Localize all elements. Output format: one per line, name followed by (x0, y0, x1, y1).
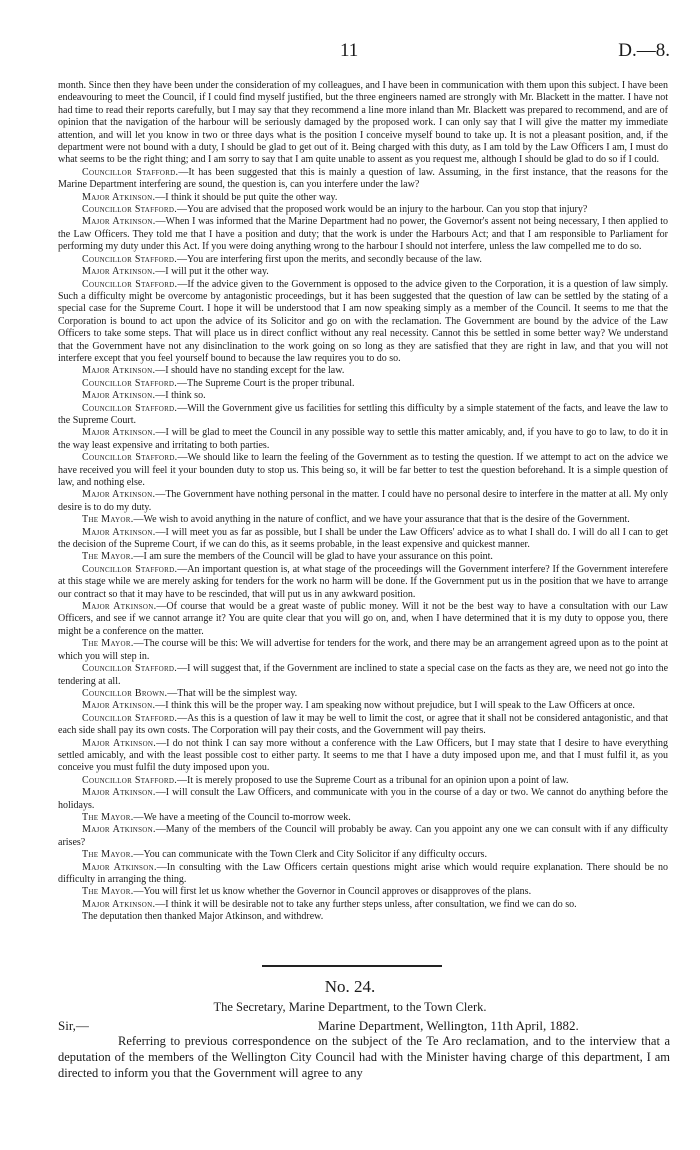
paragraph-text: month. Since then they have been under the consideration of my colleagues, and I have been in communication with them upon this subject. I have been endeavouring to meet the Council, if I could find myself justified, but the three engineers named are strongly with Mr. Blackett in the matter. I have not had time to read their reports carefully, but I may say that they recommend a line more inland than Mr. Blackett was prepared to recommend, and are of opinion that the navigation of the harbour will be seriously damaged by the proposed work. I can only say that I will give the matter my immediate attention, and will let you know in two or three days what is the position I conceive myself bound to take up. It is not a pleasant position, and, if the department were not bound with a duty, I should be glad to get out of it. Being charged with this duty, as I am told by the Law Officers I am, I must do what seems to be the right thing; and I am sorry to say that I am quite unable to assent as you request me, although I should be glad to do so if I could. (58, 80, 668, 166)
speaker-name: Major Atkinson. (82, 824, 156, 836)
paragraph (58, 192, 668, 204)
paragraph (58, 378, 668, 390)
speaker-name: Major Atkinson. (82, 898, 156, 910)
paragraph-text: —You can communicate with the Town Clerk and City Solicitor if any difficulty occurs. (133, 849, 487, 861)
paragraph (58, 849, 668, 861)
speaker-name: Councillor Stafford. (82, 204, 178, 216)
paragraph (58, 514, 668, 526)
paragraph-text: —An important question is, at what stage of the proceedings will the Government interfere? If the Government interefere at this stage while we are merely asking for tenders for the work no harm will be done. If the Government put us in the position that we have to arrange our contract so that it may have to be rescinded, that will put us in any awkward position. (58, 563, 668, 600)
paragraph-text: —When I was informed that the Marine Department had no power, the Governor's assent not being necessary, I then applied to the Law Officers. They told me that I have a position and duty; that the work is under the Harbours Act; and that I am responsible to Parliament for performing my duty under this Act. If you were doing anything wrong to the harbour I should not interfere, unless the law compelled me to do so. (58, 216, 668, 253)
paragraph (58, 564, 668, 601)
dateline: Marine Department, Wellington, 11th April, 1882. (318, 1018, 579, 1033)
speaker-name: Major Atkinson. (82, 601, 157, 613)
paragraph (58, 638, 668, 663)
paragraph-text: —The Supreme Court is the proper tribunal. (177, 377, 355, 389)
speaker-name: Councillor Stafford. (82, 663, 178, 675)
speaker-name: Major Atkinson. (82, 787, 156, 799)
section-number: No. 24. (324, 977, 376, 996)
speaker-name: The Mayor. (82, 886, 134, 898)
paragraph-text: —We have a meeting of the Council to-morrow week. (133, 811, 351, 823)
proceedings-text (58, 80, 668, 924)
paragraph-text: —I will put it the other way. (155, 266, 269, 278)
paragraph-text: —I think so. (155, 390, 206, 402)
paragraph (58, 911, 668, 923)
speaker-name: Major Atkinson. (82, 489, 156, 501)
paragraph (58, 427, 668, 452)
letter-paragraph: Referring to previous correspondence on the subject of the Te Aro reclamation, and to the interview that a deputation of the members of the Wellington City Council had with the Minister having charge of this department, I am directed to inform you that the Government will agree to any (58, 1034, 670, 1080)
paragraph-text: —Of course that would be a great waste of public money. Will it not be the best way to have a consultation with our Law Officers, and see if we cannot arrange it? You are quite clear that you will go on, and, when I have determined that it is my duty to oppose you, there might be a conference on the matter. (58, 601, 668, 637)
speaker-name: The Mayor. (82, 849, 134, 861)
paragraph (58, 216, 668, 253)
paragraph (58, 279, 668, 366)
paragraph (58, 663, 668, 688)
speaker-name: The Mayor. (82, 551, 134, 563)
speaker-name: Major Atkinson. (82, 427, 156, 439)
speaker-name: Major Atkinson. (82, 737, 157, 749)
speaker-name: Councillor Stafford. (82, 563, 178, 575)
paragraph (58, 452, 668, 489)
paragraph (58, 551, 668, 563)
paragraph-text: —It is merely proposed to use the Supreme Court as a tribunal for an opinion upon a point of law. (177, 774, 569, 786)
paragraph-text: —You will first let us know whether the Governor in Council approves or disapproves of the plans. (133, 886, 532, 898)
speaker-name: Councillor Stafford. (82, 377, 178, 389)
paragraph (58, 489, 668, 514)
document-reference: D.—8. (618, 40, 670, 61)
speaker-name: Councillor Stafford. (82, 253, 178, 265)
paragraph-text: —That will be the simplest way. (167, 687, 298, 699)
speaker-name: Councillor Stafford. (82, 774, 178, 786)
paragraph (58, 266, 668, 278)
speaker-name: Major Atkinson. (82, 526, 156, 538)
paragraph (58, 204, 668, 216)
speaker-name: Major Atkinson. (82, 216, 156, 228)
paragraph-text: —In consulting with the Law Officers certain questions might arise which would require explanation. There should be no difficulty in arranging the thing. (58, 861, 668, 885)
paragraph-text: —Many of the members of the Council will probably be away. Can you appoint any one we can consult with if any difficulty arises? (58, 824, 668, 848)
paragraph (58, 403, 668, 428)
speaker-name: Major Atkinson. (82, 390, 156, 402)
speaker-name: The Mayor. (82, 514, 134, 526)
paragraph (58, 862, 668, 887)
paragraph-text: —I will suggest that, if the Government are inclined to state a special case on the facts as they are, we need not go into the tendering at all. (58, 663, 669, 687)
paragraph-text: —I do not think I can say more without a conference with the Law Officers, but I may state that I desire to have everything settled amicably, and with the least possible cost to either party. It seems to me that I have a duty imposed upon me, and that I must fulfil it, as you conceive you must fulfil the duty imposed upon you. (58, 737, 668, 774)
paragraph (58, 812, 668, 824)
paragraph-text: —If the advice given to the Government is opposed to the advice given to the Corporation, it is a question of law simply. Such a difficulty might be overcome by antagonistic proceedings, but it has been suggested that the question of law can be settled by the stating of a special case for the Supreme Court. I hope it will be understood that I am now speaking simply as a member of the Council. It seems to me that the Corporation is bound to act upon the advice of its Solicitor and go on with the reclamation. The Government are bound by the advice of the Law Officers to take some steps. That will place us in direct conflict without any real necessity. Cannot this be settled in some better way? We understand that the Government have not any disinclination to the work going on so long as they are satisfied that they are right in law, and that you will not interfere except that you feel yourself bound to because the law requires you to do so. (58, 278, 668, 364)
speaker-name: Major Atkinson. (82, 700, 156, 712)
speaker-name: Councillor Brown. (82, 687, 168, 699)
paragraph-text: —I will meet you as far as possible, but I shall be under the Law Officers' advice as to what I shall do. I will do all I can to get the decision of the Supreme Court, if we can do this, as it seems probable, in the least expensive and quickest manner. (58, 526, 668, 551)
paragraph (58, 390, 668, 402)
paragraph-text: —As this is a question of law it may be well to limit the cost, or agree that it shall not be considered antagonistic, and that each side shall pay its own costs. The Corporation will pay their costs, and the Government will pay theirs. (58, 712, 669, 737)
paragraph-text: —You are advised that the proposed work would be an injury to the harbour. Can you stop that injury? (177, 204, 588, 216)
paragraph-text: The deputation then thanked Major Atkinson, and withdrew. (82, 911, 324, 923)
paragraph-text: —The course will be this: We will advertise for tenders for the work, and there may be an arrangement agreed upon as to the point at which you will step in. (58, 638, 668, 662)
speaker-name: Major Atkinson. (82, 266, 156, 278)
paragraph-text: —I will consult the Law Officers, and communicate with you in the course of a day or two. We cannot do anything before the holidays. (58, 787, 668, 811)
paragraph (58, 527, 668, 552)
paragraph-text: —Will the Government give us facilities for settling this difficulty by a simple statement of the facts, and leave the law to the Supreme Court. (58, 402, 668, 426)
letter-headline: The Secretary, Marine Department, to the Town Clerk. (213, 1000, 487, 1014)
paragraph (58, 167, 668, 192)
speaker-name: Councillor Stafford. (82, 452, 178, 464)
page-number: 11 (340, 40, 359, 61)
paragraph (58, 688, 668, 700)
paragraph (58, 80, 668, 167)
paragraph-text: —The Government have nothing personal in the matter. I could have no personal desire to interfere in the matter at all. My only desire is to do my duty. (58, 489, 668, 513)
speaker-name: Councillor Stafford. (82, 166, 179, 178)
salutation: Sir,— (58, 1018, 89, 1033)
paragraph (58, 738, 668, 775)
paragraph-text: —I think it will be desirable not to take any further steps unless, after consultation, we find we can do so. (155, 898, 577, 910)
paragraph (58, 365, 668, 377)
paragraph (58, 254, 668, 266)
paragraph-text: —I think it should be put quite the other way. (155, 191, 338, 203)
speaker-name: Major Atkinson. (82, 861, 157, 873)
paragraph (58, 713, 668, 738)
paragraph (58, 775, 668, 787)
speaker-name: Major Atkinson. (82, 191, 156, 203)
letter-body (58, 1033, 670, 1081)
paragraph-text: —It has been suggested that this is mainly a question of law. Assuming, in the first instance, that the reasons for the Marine Department interfering are sound, the question is, can you interfere under the law? (58, 166, 668, 191)
paragraph-text: —I am sure the members of the Council will be glad to have your assurance on this point. (133, 551, 493, 563)
speaker-name: The Mayor. (82, 638, 134, 650)
speaker-name: Major Atkinson. (82, 365, 156, 377)
paragraph-text: —I think this will be the proper way. I am speaking now without prejudice, but I will speak to the Law Officers at once. (155, 700, 635, 712)
paragraph (58, 700, 668, 712)
paragraph-text: —We should like to learn the feeling of the Government as to testing the question. If we attempt to act on the advice we have received you will feel it your bounden duty to stop us. This being so, it will be far better to test the question beforehand. It is a simple question of law, and nothing else. (58, 452, 668, 488)
paragraph (58, 886, 668, 898)
speaker-name: Councillor Stafford. (82, 278, 178, 290)
paragraph (58, 601, 668, 638)
paragraph-text: —You are interfering first upon the merits, and secondly because of the law. (177, 253, 482, 265)
paragraph-text: —I should have no standing except for the law. (155, 365, 345, 377)
paragraph-text: —We wish to avoid anything in the nature of conflict, and we have your assurance that that is the desire of the Government. (133, 514, 630, 526)
paragraph (58, 787, 668, 812)
paragraph (58, 899, 668, 911)
speaker-name: Councillor Stafford. (82, 402, 178, 414)
speaker-name: The Mayor. (82, 811, 134, 823)
paragraph-text: —I will be glad to meet the Council in any possible way to settle this matter amicably, and, if you have to go to law, to do it in the way least expensive and irritating to both parties. (58, 427, 669, 451)
section-divider (262, 965, 442, 967)
paragraph (58, 824, 668, 849)
speaker-name: Councillor Stafford. (82, 712, 178, 724)
